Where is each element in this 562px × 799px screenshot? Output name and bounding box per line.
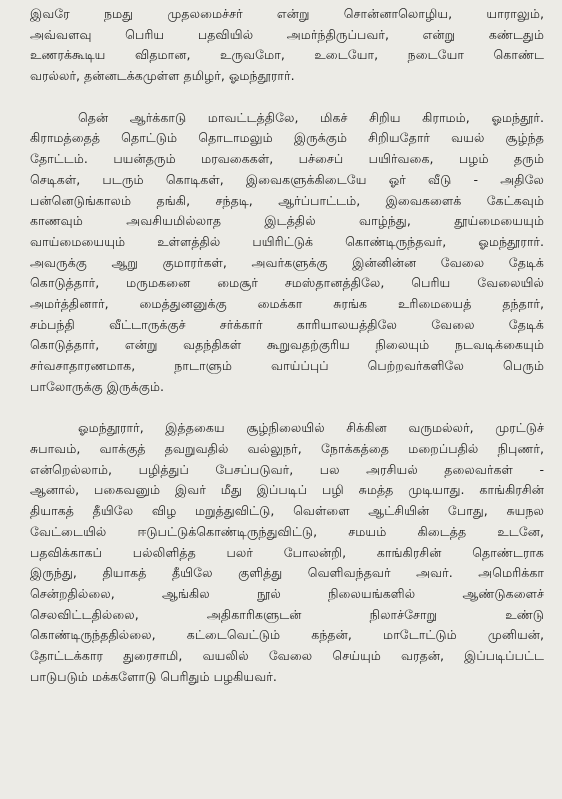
text-line: செலவிட்டதில்லை, அதிகாரிகளுடன் நிலாச்சோறு உண்டு (30, 606, 544, 622)
text-line: இருந்து, தியாகத் தீயிலே குளித்து வெளிவந்தவர் அவர். அமெரிக்கா (30, 565, 544, 581)
text-line: பாடுபடும் மக்களோடு பெரிதும் பழகியவர். (30, 668, 277, 684)
text-line: பாலோருக்கு இருக்கும். (30, 378, 165, 394)
text-line: இவரே நமது முதலமைச்சர் என்று சொன்னாலொழிய, யாராலும், (30, 6, 544, 21)
text-line: பன்னெடுங்காலம் தங்கி, சந்தடி, ஆர்ப்பாட்டம், இவைகளைக் கேட்கவும் (30, 192, 544, 208)
text-line: ஓமந்தூரார், இத்தகைய சூழ்நிலையில் சிக்கின வருமல்லர், முரட்டுச் (78, 420, 544, 436)
text-line: ஆனால், பகைவனும் இவர் மீது இப்படிப் பழி சுமத்த முடியாது. காங்கிரசின் (30, 482, 544, 498)
text-line: தோட்டம். பயன்தரும் மரவகைகள், பச்சைப் பயிர்வகை, பழம் தரும் (30, 151, 544, 167)
text-line: அவ்வளவு பெரிய பதவியில் அமர்ந்திருப்பவர், என்று கண்டதும் (30, 26, 544, 42)
text-line: என்றெல்லாம், பழித்துப் பேசப்படுவர், பல அரசியல் தலைவர்கள் - (30, 461, 544, 477)
text-line: சென்றதில்லை, ஆங்கில நூல் நிலையங்களில் ஆண்டுகளைச் (30, 585, 544, 601)
text-line: கிராமத்தைத் தொட்டும் தொடாமலும் இருக்கும் சிறியதோர் வயல் சூழ்ந்த (30, 130, 544, 146)
text-line: அவருக்கு ஆறு குமாரர்கள், அவர்களுக்கு இன்னின்ன வேலை தேடிக் (30, 254, 544, 270)
text-line: பதவிக்காகப் பல்லிளித்த பலர் போலன்றி, காங்கிரசின் தொண்டராக (30, 544, 544, 560)
text-line: தென் ஆர்க்காடு மாவட்டத்திலே, மிகச் சிறிய கிராமம், ஓமந்தூர். (78, 109, 544, 125)
text-line: அமர்த்தினார், மைத்துனனுக்கு மைக்கா சுரங்க உரிமையைத் தந்தார், (30, 295, 544, 311)
paragraph-character (30, 418, 544, 687)
text-line: தியாகத் தீயிலே விழ மறுத்துவிட்டு, வெள்ளை ஆட்சியின் போது, சுயநல (30, 503, 544, 519)
text-line: வாய்மையையும் உள்ளத்தில் பயிரிட்டுக் கொண்டிருந்தவர், ஓமந்தூரார். (30, 233, 544, 249)
text-line: கொடுத்தார், மருமகனை மைசூர் சமஸ்தானத்திலே, பெரிய வேலையில் (30, 275, 544, 291)
paragraph-intro (30, 4, 544, 87)
text-line: செடிகள், படரும் கொடிகள், இவைகளுக்கிடையே ஓர் வீடு - அதிலே (30, 171, 544, 187)
text-line: காணவும் அவசியமில்லாத இடத்தில் வாழ்ந்து, தூய்மையையும் (30, 213, 544, 229)
text-line: வேட்டையில் ஈடுபட்டுக்கொண்டிருந்துவிட்டு, சமயம் கிடைத்த உடனே, (30, 523, 544, 539)
text-line: தோட்டக்கார துரைசாமி, வயலில் வேலை செய்யும் வரதன், இப்படிப்பட்ட (30, 647, 544, 663)
text-line: சுபாவம், வாக்குத் தவறுவதில் வல்லுநர், நோக்கத்தை மறைப்பதில் நிபுணர், (30, 441, 544, 457)
text-line: உணரக்கூடிய விதமான, உருவமோ, உடையோ, நடையோ கொண்ட (30, 47, 544, 63)
text-line: வரல்லர், தன்னடக்கமுள்ள தமிழர், ஓமந்தூரார். (30, 68, 295, 84)
paragraph-village (30, 108, 544, 398)
text-line: சர்வசாதாரணமாக, நாடாளும் வாய்ப்புப் பெற்றவர்களிலே பெரும் (30, 358, 544, 373)
text-line: சம்பந்தி வீட்டாருக்குச் சர்க்கார் காரியாலயத்திலே வேலை தேடிக் (30, 316, 544, 332)
text-line: கொண்டிருந்ததில்லை, கட்டைவெட்டும் கந்தன், மாடோட்டும் முனியன், (30, 627, 544, 643)
text-line: கொடுத்தார், என்று வதந்திகள் கூறுவதற்குரிய நிலையும் நடவடிக்கையும் (30, 337, 544, 353)
